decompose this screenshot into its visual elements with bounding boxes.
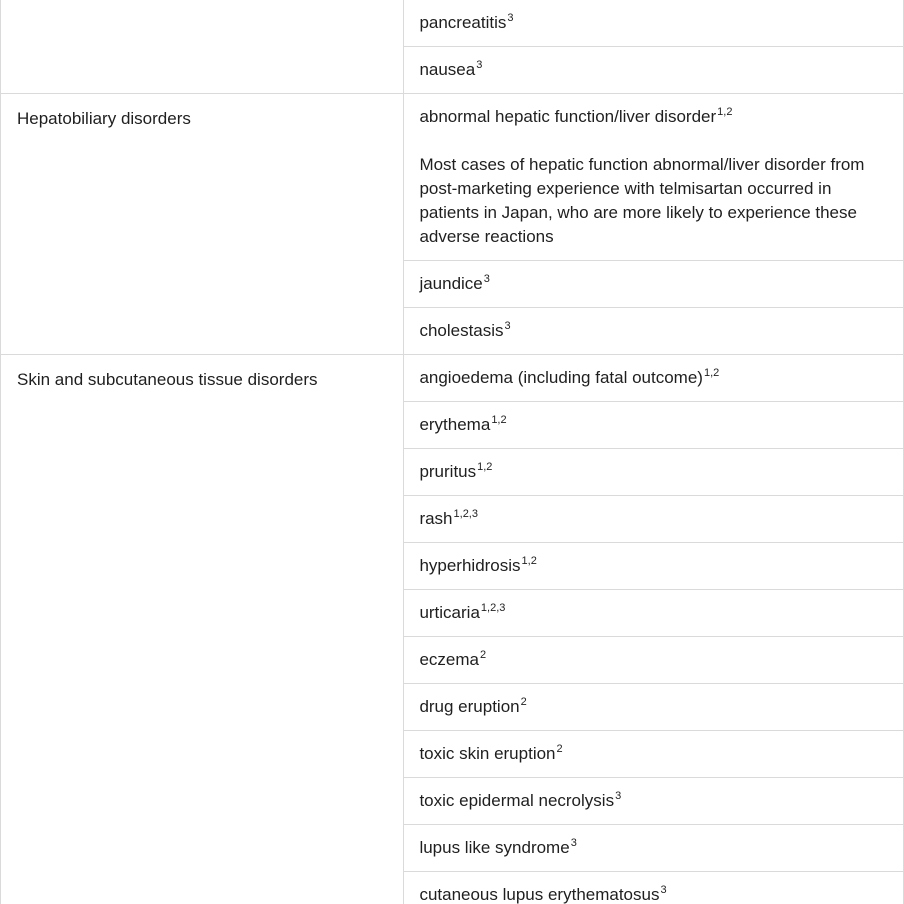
reaction-name: lupus like syndrome	[419, 838, 570, 857]
list-item	[404, 448, 903, 495]
reaction-line	[419, 319, 888, 343]
list-item	[404, 824, 903, 871]
reaction-line	[419, 554, 888, 578]
footnote-reference: 3	[570, 837, 577, 849]
footnote-reference: 3	[660, 884, 667, 896]
footnote-reference: 3	[483, 273, 490, 285]
reaction-line	[419, 11, 888, 35]
footnote-reference: 1,2,3	[453, 508, 478, 520]
list-item	[404, 777, 903, 824]
footnote-reference: 2	[556, 743, 563, 755]
reaction-line	[419, 695, 888, 719]
footnote-reference: 2	[520, 696, 527, 708]
reaction-line	[419, 789, 888, 813]
footnote-reference: 1,2	[477, 461, 493, 473]
table-row	[1, 355, 904, 904]
list-item	[404, 589, 903, 636]
reaction-name: cholestasis	[419, 321, 504, 340]
reaction-line	[419, 883, 888, 904]
system-organ-class-cell	[1, 355, 404, 904]
list-item	[404, 495, 903, 542]
reaction-name: rash	[419, 509, 453, 528]
reaction-line	[419, 836, 888, 860]
reaction-name: toxic epidermal necrolysis	[419, 791, 615, 810]
adverse-reactions-cell	[404, 94, 904, 355]
list-item	[404, 401, 903, 448]
reaction-name: hyperhidrosis	[419, 556, 521, 575]
reaction-name: toxic skin eruption	[419, 744, 556, 763]
reaction-line	[419, 601, 888, 625]
reaction-note: Most cases of hepatic function abnormal/liver disorder from post-marketing experience with telmisartan occurred in patients in Japan, who are more likely to experience these adverse reactions	[419, 155, 865, 246]
table-body	[1, 0, 904, 904]
system-organ-class-cell	[1, 94, 404, 355]
reaction-line	[419, 460, 888, 484]
reaction-name: eczema	[419, 650, 479, 669]
list-item	[404, 355, 903, 401]
reaction-line	[419, 272, 888, 296]
adverse-reactions-cell	[404, 0, 904, 94]
table-row	[1, 94, 904, 355]
footnote-reference: 1,2,3	[480, 602, 506, 614]
reaction-line	[419, 105, 888, 129]
list-item	[404, 730, 903, 777]
list-item	[404, 683, 903, 730]
reaction-name: nausea	[419, 60, 476, 79]
reaction-line	[419, 742, 888, 766]
reaction-name: erythema	[419, 415, 491, 434]
list-item	[404, 871, 903, 904]
footnote-reference: 1,2	[491, 414, 507, 426]
list-item	[404, 94, 903, 260]
reaction-name: jaundice	[419, 274, 483, 293]
reaction-name: urticaria	[419, 603, 480, 622]
reaction-line	[419, 507, 888, 531]
footnote-reference: 3	[476, 59, 483, 71]
list-item	[404, 260, 903, 307]
reaction-name: drug eruption	[419, 697, 520, 716]
adverse-reactions-cell	[404, 355, 904, 904]
system-organ-class-label: Skin and subcutaneous tissue disorders	[17, 370, 318, 389]
reaction-line	[419, 58, 888, 82]
footnote-reference: 1,2	[703, 367, 720, 379]
reaction-name: pruritus	[419, 462, 477, 481]
reaction-name: pancreatitis	[419, 13, 507, 32]
footnote-reference: 3	[615, 790, 622, 802]
system-organ-class-cell	[1, 0, 404, 94]
reaction-name: cutaneous lupus erythematosus	[419, 885, 660, 904]
reaction-name: abnormal hepatic function/liver disorder	[419, 107, 717, 126]
footnote-reference: 1,2	[521, 555, 537, 567]
footnote-reference: 1,2	[717, 106, 733, 118]
reaction-line	[419, 366, 888, 390]
list-item	[404, 307, 903, 354]
list-item	[404, 0, 903, 46]
footnote-reference: 2	[479, 649, 487, 661]
list-item	[404, 542, 903, 589]
list-item	[404, 46, 903, 93]
reaction-line	[419, 413, 888, 437]
list-item	[404, 636, 903, 683]
table-row	[1, 0, 904, 94]
system-organ-class-label: Hepatobiliary disorders	[17, 109, 191, 128]
footnote-reference: 3	[504, 320, 511, 332]
footnote-reference: 3	[507, 12, 514, 24]
system-organ-class-label	[1, 0, 403, 13]
reaction-name: angioedema (including fatal outcome)	[419, 368, 703, 387]
reaction-line	[419, 648, 888, 672]
